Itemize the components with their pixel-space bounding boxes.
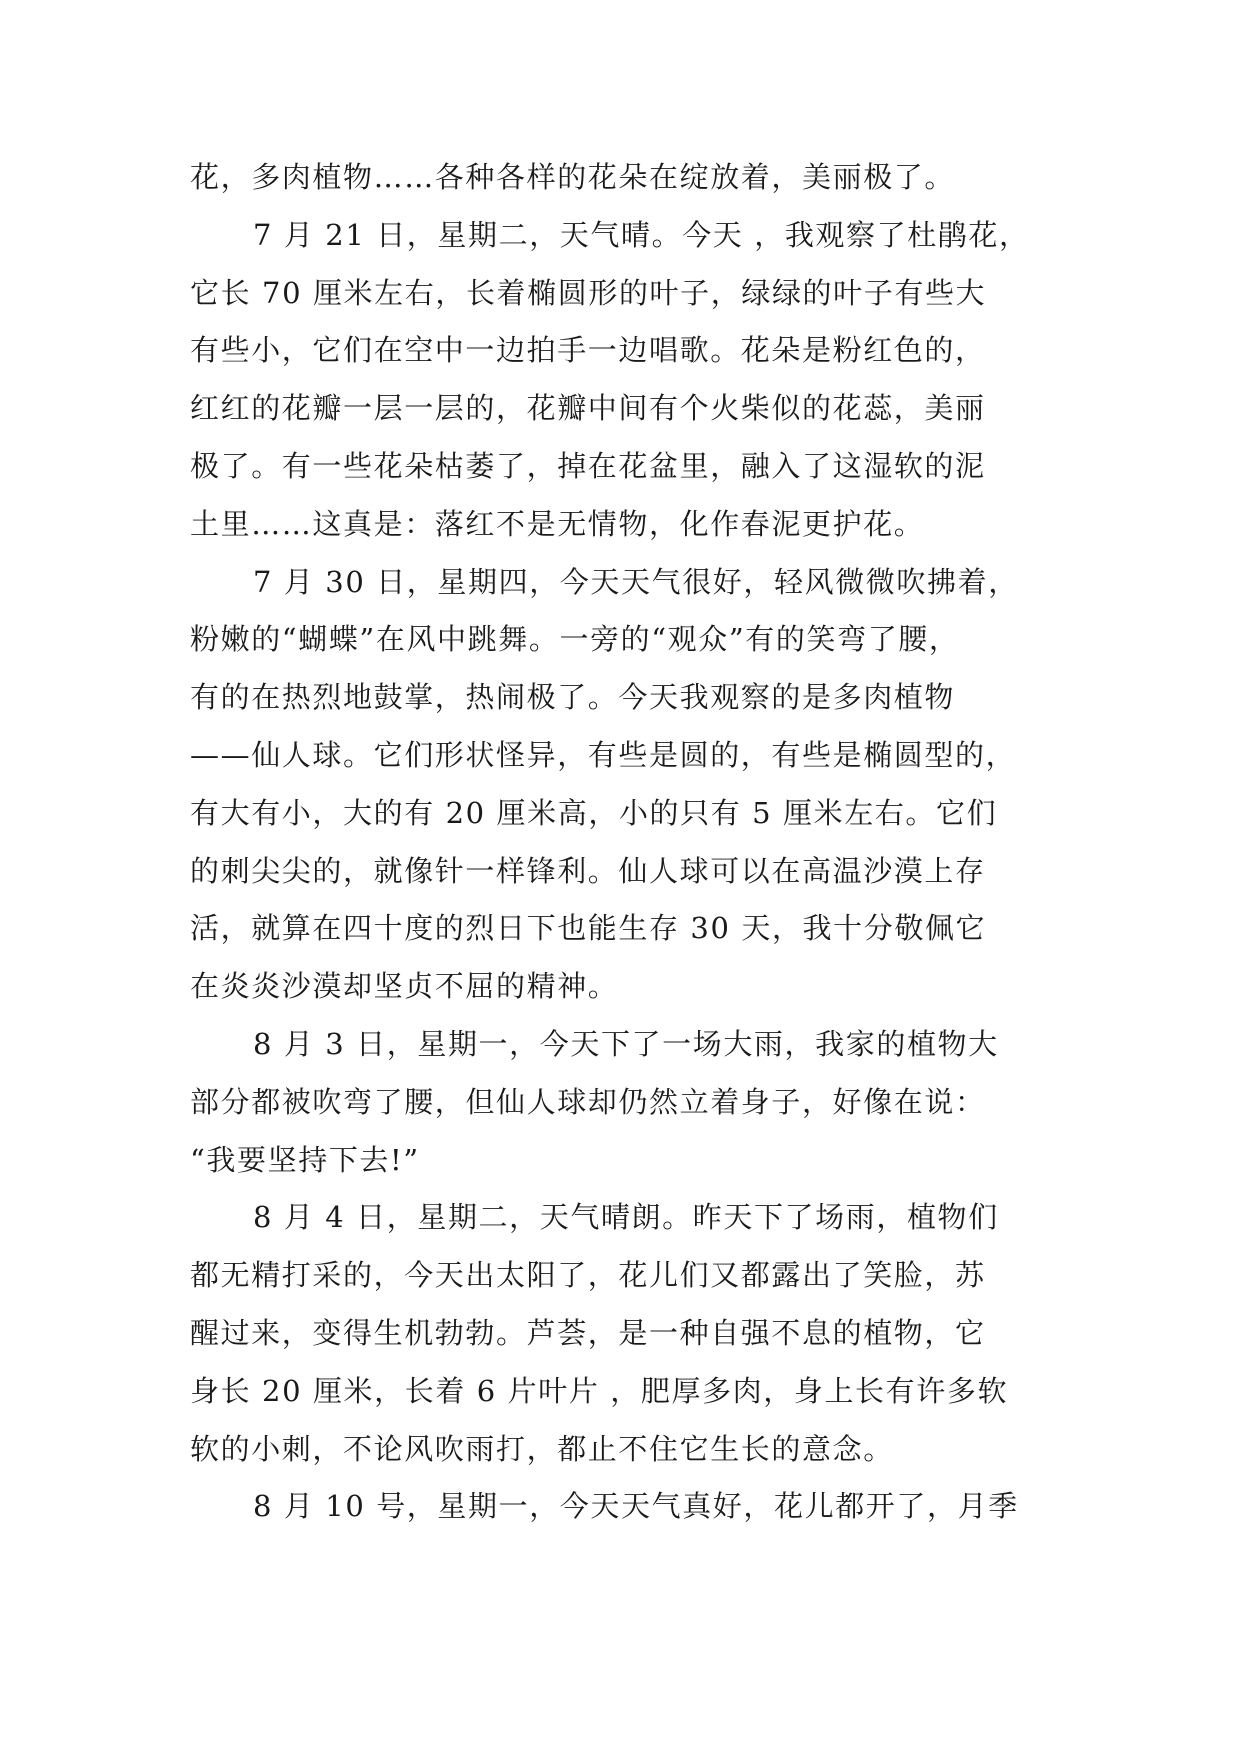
- text-line: 软的小刺，不论风吹雨打，都止不住它生长的意念。: [190, 1431, 894, 1466]
- text-line: 粉嫩的“蝴蝶”在风中跳舞。一旁的“观众”有的笑弯了腰，: [190, 622, 960, 657]
- paragraph-first-line: 8 月 10 号，星期一，今天天气真好，花儿都开了，月季: [253, 1489, 1019, 1524]
- text-line: 活，就算在四十度的烈日下也能生存 30 天，我十分敬佩它: [190, 911, 987, 946]
- text-line: 花，多肉植物……各种各样的花朵在绽放着，美丽极了。: [190, 160, 956, 194]
- text-line: 醒过来，变得生机勃勃。芦荟，是一种自强不息的植物，它: [190, 1315, 986, 1350]
- text-line: 有大有小，大的有 20 厘米高，小的只有 5 厘米左右。它们: [190, 795, 998, 830]
- text-line: “我要坚持下去!”: [190, 1142, 420, 1177]
- text-line: 红红的花瓣一层一层的，花瓣中间有个火柴似的花蕊，美丽: [190, 391, 986, 426]
- text-line: 它长 70 厘米左右，长着椭圆形的叶子，绿绿的叶子有些大: [190, 275, 987, 310]
- text-line: 部分都被吹弯了腰，但仙人球却仍然立着身子，好像在说：: [190, 1084, 986, 1119]
- paragraph-first-line: 7 月 21 日，星期二，天气晴。今天 ，我观察了杜鹃花，: [253, 217, 1030, 252]
- text-line: ——仙人球。它们形状怪异，有些是圆的，有些是椭圆型的，: [190, 737, 1017, 772]
- text-line: 身长 20 厘米，长着 6 片叶片 ，肥厚多肉，身上长有许多软: [190, 1373, 1009, 1408]
- text-line: 在炎炎沙漠却坚贞不屈的精神。: [190, 969, 619, 1004]
- text-line: 有的在热烈地鼓掌，热闹极了。今天我观察的是多肉植物: [190, 680, 956, 715]
- diary-text: [190, 158, 1070, 1545]
- paragraph-first-line: 8 月 4 日，星期二，天气晴朗。昨天下了场雨，植物们: [253, 1200, 999, 1235]
- text-line: 极了。有一些花朵枯萎了，掉在花盆里，融入了这湿软的泥: [190, 448, 986, 483]
- paragraph-first-line: 8 月 3 日，星期一，今天下了一场大雨，我家的植物大: [253, 1026, 999, 1061]
- text-line: 土里……这真是：落红不是无情物，化作春泥更护花。: [190, 506, 925, 541]
- text-line: 都无精打采的，今天出太阳了，花儿们又都露出了笑脸，苏: [190, 1258, 986, 1293]
- text-line: 有些小，它们在空中一边拍手一边唱歌。花朵是粉红色的，: [190, 333, 986, 368]
- paragraph-first-line: 7 月 30 日，星期四，今天天气很好，轻风微微吹拂着，: [253, 564, 1019, 599]
- text-line: 的刺尖尖的，就像针一样锋利。仙人球可以在高温沙漠上存: [190, 853, 986, 888]
